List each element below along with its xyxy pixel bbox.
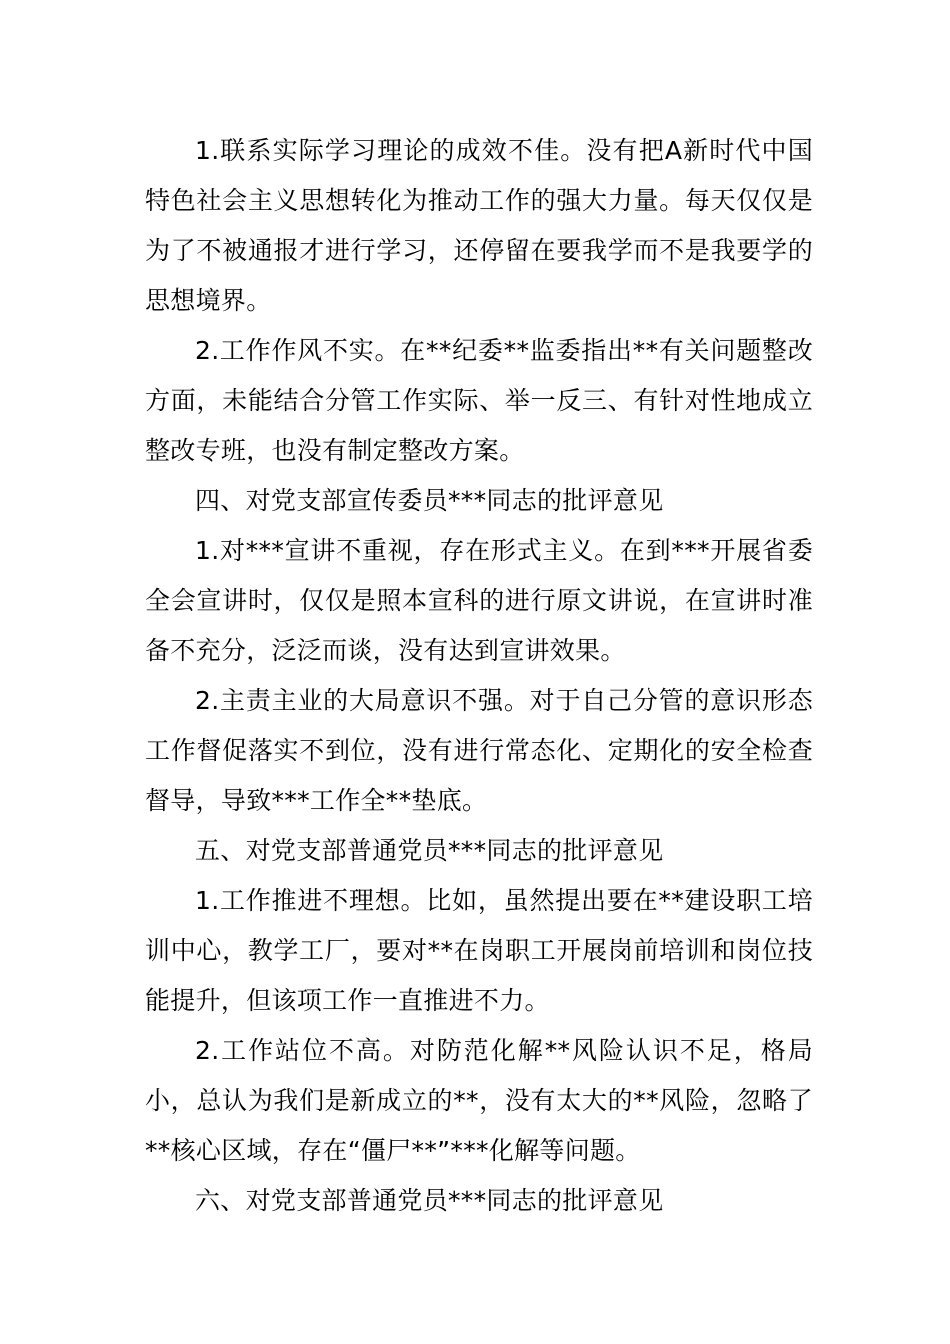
document-body [145, 126, 813, 1226]
paragraph-point-2: 2.主责主业的大局意识不强。对于自己分管的意识形态工作督促落实不到位，没有进行常态化、定期化的安全检查督导，导致***工作全**垫底。 [145, 686, 813, 815]
paragraph-point-1: 1.工作推进不理想。比如，虽然提出要在**建设职工培训中心，教学工厂，要对**在岗职工开展岗前培训和岗位技能提升，但该项工作一直推进不力。 [145, 886, 813, 1015]
paragraph-point-2: 2.工作站位不高。对防范化解**风险认识不足，格局小，总认为我们是新成立的**，没有太大的**风险，忽略了**核心区域，存在“僵尸**”***化解等问题。 [145, 1036, 813, 1165]
section-heading-5: 五、对党支部普通党员***同志的批评意见 [195, 836, 664, 865]
paragraph-point-1: 1.对***宣讲不重视，存在形式主义。在到***开展省委全会宣讲时，仅仅是照本宣科的进行原文讲说，在宣讲时准备不充分，泛泛而谈，没有达到宣讲效果。 [145, 536, 813, 665]
section-heading-4: 四、对党支部宣传委员***同志的批评意见 [195, 486, 664, 515]
paragraph-point-1: 1.联系实际学习理论的成效不佳。没有把A新时代中国特色社会主义思想转化为推动工作的强大力量。每天仅仅是为了不被通报才进行学习，还停留在要我学而不是我要学的思想境界。 [145, 136, 813, 315]
paragraph-point-2: 2.工作作风不实。在**纪委**监委指出**有关问题整改方面，未能结合分管工作实际、举一反三、有针对性地成立整改专班，也没有制定整改方案。 [145, 336, 813, 465]
section-heading-6: 六、对党支部普通党员***同志的批评意见 [195, 1186, 664, 1215]
